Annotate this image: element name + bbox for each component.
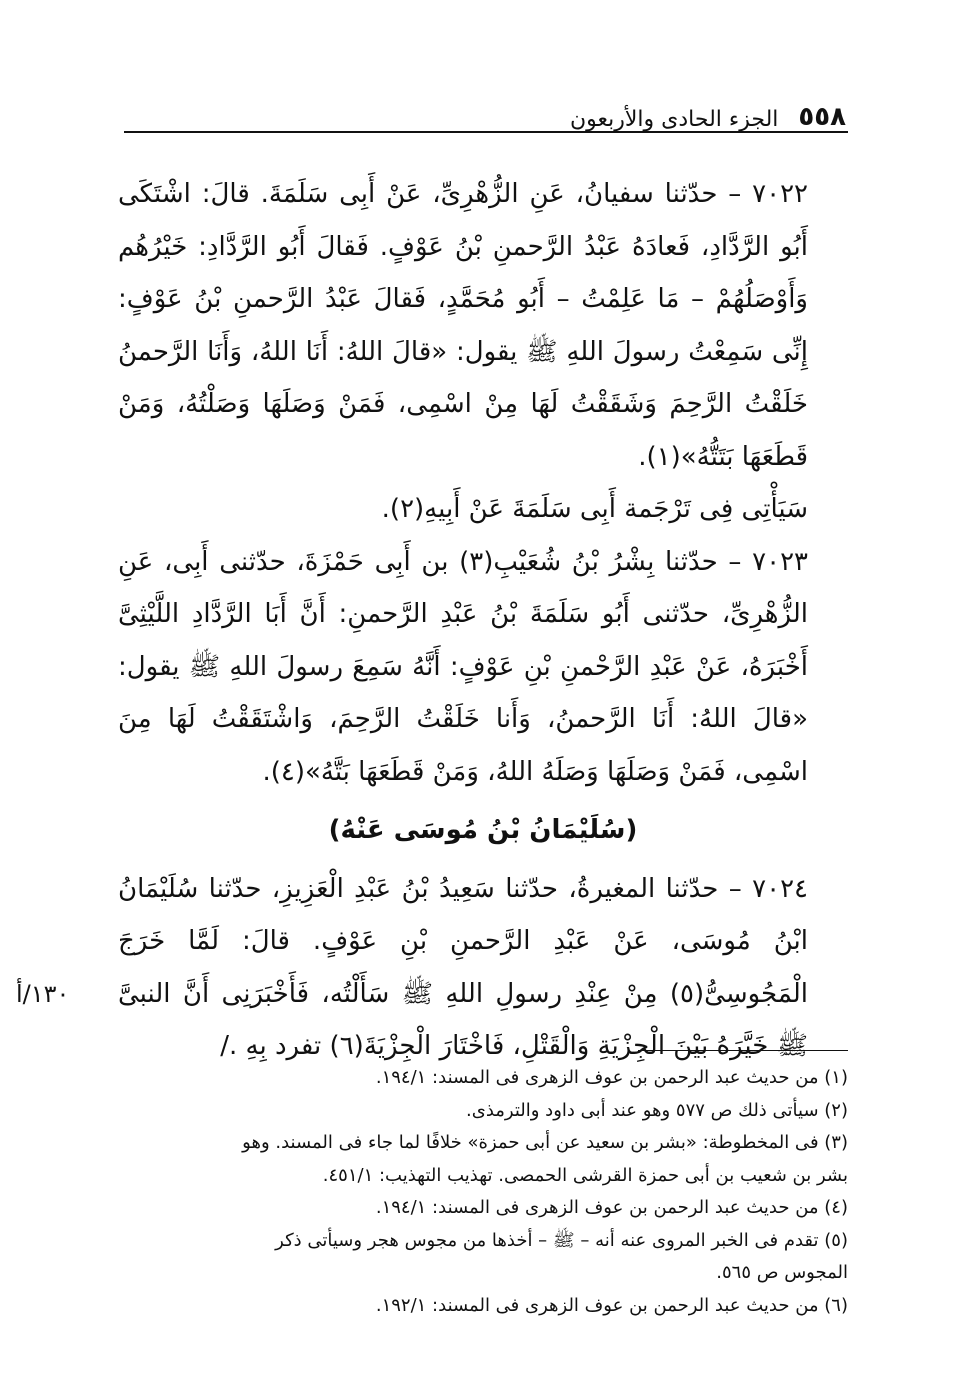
footnote-6: (٦) من حديث عبد الرحمن بن عوف الزهرى فى المسند: ١٩٢/١. xyxy=(375,1294,848,1316)
footnote-4: (٤) من حديث عبد الرحمن بن عوف الزهرى فى المسند: ١٩٤/١. xyxy=(375,1197,848,1218)
footnote-5: (٥) تقدم فى الخبر المروى عنه أنه – ﷺ – أخذها من مجوس هجر وسيأتى ذكر xyxy=(275,1229,848,1251)
page-header xyxy=(126,92,846,132)
footnote-5-continued: المجوس ص ٥٦٥. xyxy=(716,1262,848,1283)
main-text xyxy=(118,168,848,1073)
hadith-7023: ٧٠٢٣ – حدّثنا بِشْرُ بْنُ شُعَيْبِ(٣) بن أَبِى حَمْزَةَ، حدّثنى أَبِى، عَنِ الزُّهْرِىِّ، حدّثنى أَبُو سَلَمَةَ بْنُ عَبْدِ الرَّحمنِ: أَنَّ أَبَا الرَّدَّادِ اللَّيْثِىَّ أَخْبَرَهُ، عَنْ عَبْدِ الرَّحْمنِ بْنِ عَوْفٍ: أَنَّهُ سَمِعَ رسولَ اللهِ ﷺ يقول: «قالَ اللهُ: أَنَا الرَّحمنُ، وَأَنا خَلَقْتُ الرَّحِمَ، وَاشْتَقَقْتُ لَهَا مِنَ اسْمِى، فَمَنْ وَصَلَهَا وَصَلَهُ اللهُ، وَمَنْ قَطَعَهَا بَتَّهُ»(٤). xyxy=(118,546,808,787)
running-title: الجزء الحادى والأربعون xyxy=(570,107,779,132)
footnote-rule xyxy=(638,1050,848,1051)
hadith-7024: ٧٠٢٤ – حدّثنا المغيرةُ، حدّثنا سَعِيدُ بْنُ عَبْدِ الْعَزِيزِ، حدّثنا سُلَيْمَانُ ابْنُ مُوسَى، عَنْ عَبْدِ الرَّحمنِ بْنِ عَوْفٍ. قالَ: لَمَّا خَرَجَ الْمَجُوسِىُّ(٥) مِنْ عِنْدِ رسولِ اللهِ ﷺ سَأَلْتُه، فَأَخْبَرَنِى أَنَّ النبىَّ ﷺ خَيَّرَهُ بَيْنَ الْجِزْيَةِ وَالْقَتْلِ، فَاخْتَارَ الْجِزْيَةَ(٦) تفرد بِهِ ./ xyxy=(118,873,808,1061)
section-heading: (سُلَيْمَانُ بْنُ مُوسَى عَنْهُ) xyxy=(328,815,638,845)
footnote-3-continued: بشر بن شعيب بن أبى حمزة القرشى الحمصى. تهذيب التهذيب: ٤٥١/١. xyxy=(322,1164,848,1186)
hadith-7022: ٧٠٢٢ – حدّثنا سفيانُ، عَنِ الزُّهْرِىِّ، عَنْ أَبِى سَلَمَةَ. قالَ: اشْتَكَى أَبُو الرَّدَّادِ، فَعادَهُ عَبْدُ الرَّحمنِ بْنُ عَوْفٍ. فَقالَ أَبُو الرَّدَّادِ: خَيْرُهُم وَأَوْصَلُهُمْ – مَا عَلِمْتُ – أَبُو مُحَمَّدٍ، فَقالَ عَبْدُ الرَّحمنِ بْنُ عَوْفٍ: إِنِّى سَمِعْتُ رسولَ اللهِ ﷺ يقول: «قالَ اللهُ: أَنَا اللهُ، وَأَنَا الرَّحمنُ خَلَقْتُ الرَّحِمَ وَشَقَقْتُ لَهَا مِنْ اسْمِى، فَمَنْ وَصَلَهَا وَصَلْتُهُ، وَمَنْ قَطَعَهَا بَتَتُّهُ»(١). xyxy=(118,179,808,472)
footnote-3: (٣) فى المخطوطة: «بشر بن سعيد عن أبى حمزة» خلافًا لما جاء فى المسند. وهو xyxy=(242,1132,848,1153)
footnote-1: (١) من حديث عبد الرحمن بن عوف الزهرى فى المسند: ١٩٤/١. xyxy=(375,1067,848,1088)
footnotes xyxy=(118,1062,848,1322)
page-number: ٥٥٨ xyxy=(798,102,846,132)
cross-reference: سَيَأْتِى فِى تَرْجَمة أَبِى سَلَمَةَ عَنْ أَبِيهِ(٢). xyxy=(381,494,808,524)
manuscript-folio-note: ١٣٠/أ xyxy=(16,980,70,1008)
footnote-2: (٢) سيأتى ذلك ص ٥٧٧ وهو عند أبى داود والترمذى. xyxy=(466,1099,848,1121)
header-rule xyxy=(124,131,848,133)
